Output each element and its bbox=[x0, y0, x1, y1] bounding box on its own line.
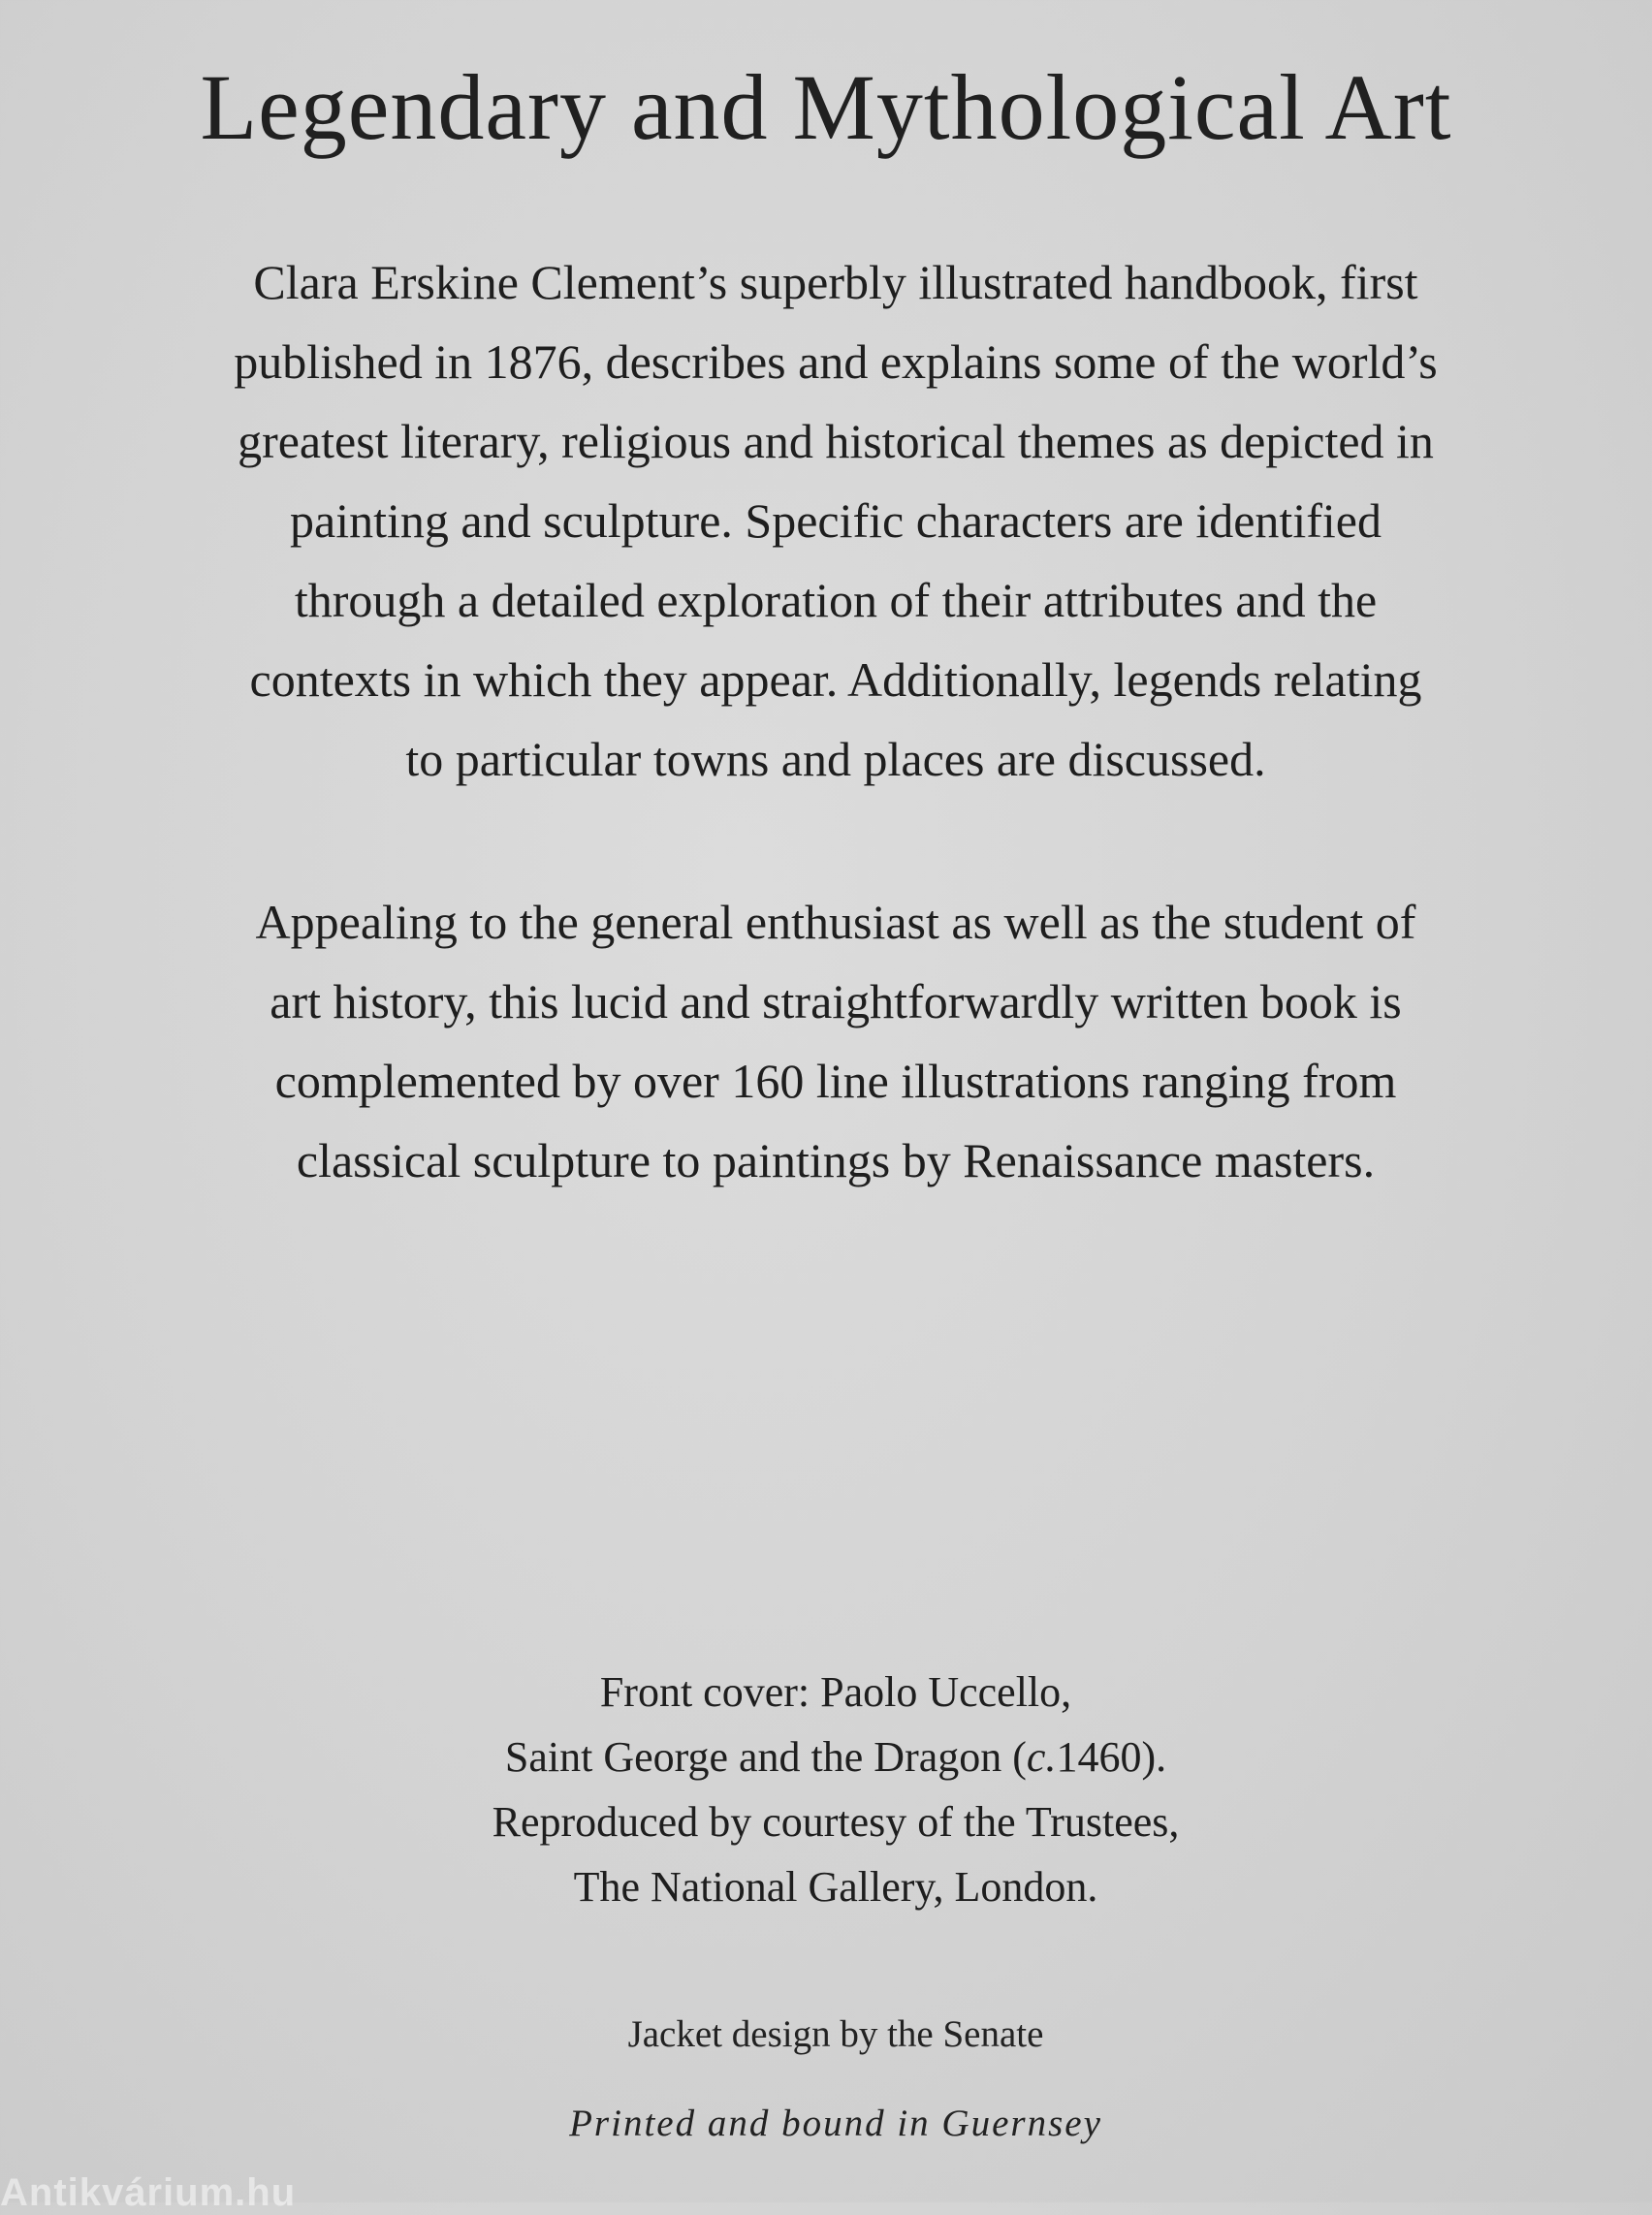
paragraph-line: complemented by over 160 line illustrations ranging from bbox=[274, 1054, 1397, 1108]
cover-credits bbox=[291, 1660, 1381, 1919]
description-paragraph-1 bbox=[145, 242, 1526, 799]
paragraph-line: classical sculpture to paintings by Renaissance masters. bbox=[296, 1133, 1376, 1187]
circa-abbreviation: c. bbox=[1026, 1733, 1057, 1781]
paragraph-line: through a detailed exploration of their attributes and the bbox=[294, 573, 1378, 627]
page-title: Legendary and Mythological Art bbox=[200, 55, 1452, 159]
credit-line: The National Gallery, London. bbox=[573, 1863, 1098, 1911]
description-paragraph-2 bbox=[145, 882, 1526, 1200]
paragraph-line: Clara Erskine Clement’s superbly illustrated handbook, first bbox=[253, 255, 1418, 309]
credit-line: Front cover: Paolo Uccello, bbox=[599, 1668, 1072, 1716]
artwork-title: Saint George and the Dragon ( bbox=[504, 1733, 1027, 1781]
printing-note: Printed and bound in Guernsey bbox=[569, 2103, 1102, 2144]
paragraph-line: to particular towns and places are discussed. bbox=[405, 732, 1266, 786]
credit-line: Reproduced by courtesy of the Trustees, bbox=[492, 1798, 1180, 1846]
paragraph-line: painting and sculpture. Specific characters are identified bbox=[290, 493, 1382, 548]
jacket-design-credit: Jacket design by the Senate bbox=[627, 2013, 1044, 2055]
artwork-year: 1460). bbox=[1056, 1733, 1167, 1781]
credit-line-artwork bbox=[291, 1725, 1381, 1789]
paragraph-line: contexts in which they appear. Additionally, legends relating bbox=[249, 652, 1422, 707]
paragraph-line: Appealing to the general enthusiast as well as the student of bbox=[255, 895, 1416, 949]
paragraph-line: art history, this lucid and straightforwardly written book is bbox=[270, 974, 1402, 1028]
watermark: Antikvárium.hu bbox=[0, 2171, 297, 2214]
paragraph-line: published in 1876, describes and explains some of the world’s bbox=[234, 334, 1438, 389]
paragraph-line: greatest literary, religious and historical themes as depicted in bbox=[238, 414, 1434, 468]
